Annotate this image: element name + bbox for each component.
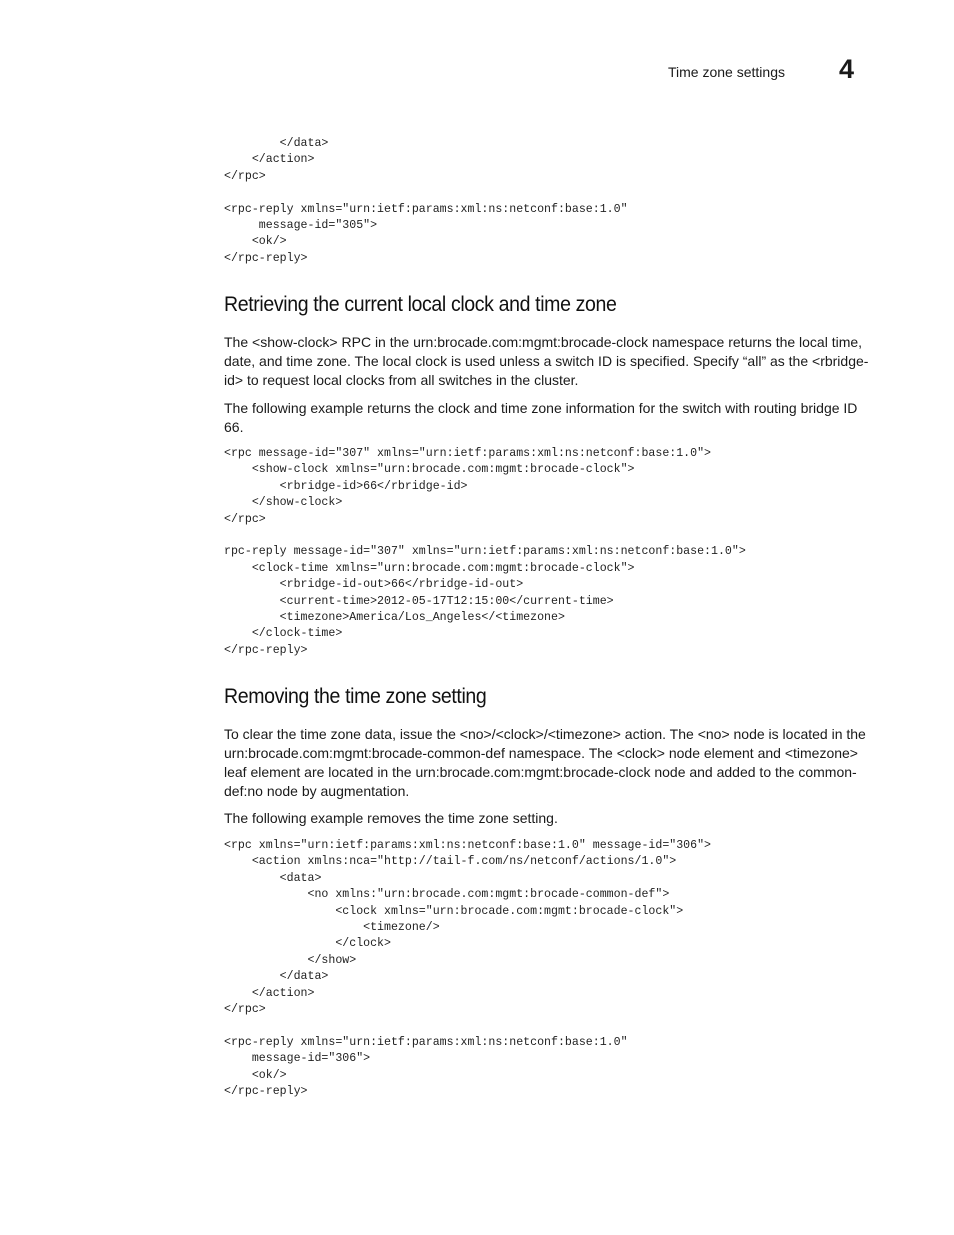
header-chapter-number: 4: [839, 54, 855, 84]
code-block-remove-timezone: <rpc xmlns="urn:ietf:params:xml:ns:netconf:base:1.0" message-id="306"> <action xmlns:nca="http://tail-f.com/ns/netconf/actions/1.0"> <data> <no xmlns:"urn:brocade.com:mgmt:brocade-common-def"> <clock xmlns="urn:brocade.com:mgmt:brocade-clock"> <timezone/> </clock> </show> </data> </action> </rpc> <rpc-reply xmlns="urn:ietf:params:xml:ns:netconf:base:1.0" message-id="306"> <ok/> </rpc-reply>: [224, 839, 712, 1099]
paragraph-show-clock-intro: The <show-clock> RPC in the urn:brocade.com:mgmt:brocade-clock namespace returns the local time, date, and time zone. The local clock is used unless a switch ID is specified. Specify “all” as the <rbridge-id> to request local clocks from all switches in the cluster.: [224, 334, 869, 388]
section-heading-remove-timezone: Removing the time zone setting: [224, 685, 487, 708]
paragraph-show-clock-example: The following example returns the clock and time zone information for the switch with routing bridge ID 66.: [224, 400, 858, 435]
paragraph-remove-timezone-example: The following example removes the time zone setting.: [224, 810, 558, 826]
section-heading-retrieve-clock: Retrieving the current local clock and time zone: [224, 293, 617, 316]
code-block-show-clock: <rpc message-id="307" xmlns="urn:ietf:params:xml:ns:netconf:base:1.0"> <show-clock xmlns="urn:brocade.com:mgmt:brocade-clock"> <rbridge-id>66</rbridge-id> </show-clock> </rpc> rpc-reply message-id="307" xmlns="urn:ietf:params:xml:ns:netconf:base:1.0"> <clock-time xmlns="urn:brocade.com:mgmt:brocade-clock"> <rbridge-id-out>66</rbridge-id-out> <current-time>2012-05-17T12:15:00</current-time> <timezone>America/Los_Angeles</<timezone> </clock-time> </rpc-reply>: [224, 447, 746, 657]
paragraph-remove-timezone-intro: To clear the time zone data, issue the <no>/<clock>/<timezone> action. The <no> node is located in the urn:brocade.com:mgmt:brocade-common-def namespace. The <clock> node element and <timezone> leaf element are located in the urn:brocade.com:mgmt:brocade-clock node and added to the common-def:no node by augmentation.: [224, 726, 866, 799]
code-block-continuation: </data> </action> </rpc> <rpc-reply xmlns="urn:ietf:params:xml:ns:netconf:base:1.0" message-id="305"> <ok/> </rpc-reply>: [224, 137, 628, 265]
header-section-title: Time zone settings: [668, 64, 785, 80]
